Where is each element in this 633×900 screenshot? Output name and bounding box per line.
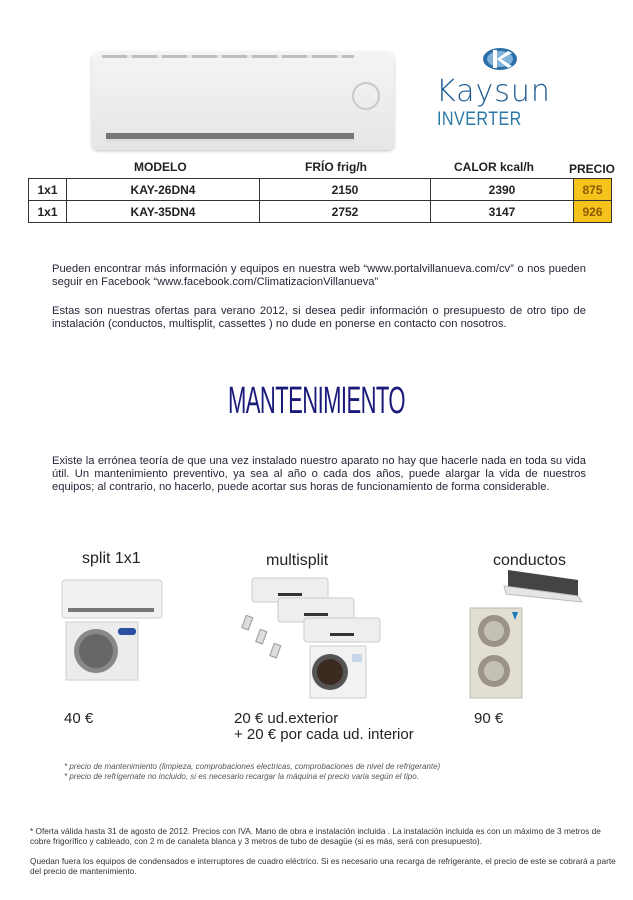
price-multisplit-exterior: 20 € ud.exterior <box>234 710 339 727</box>
category-split: split 1x1 <box>82 550 141 567</box>
category-multisplit: multisplit <box>266 552 329 569</box>
note-maintenance: * precio de mantenimiento (limpieza, comprobaciones electricas, comprobaciones de nivel de refrigerante) <box>64 762 441 771</box>
cell-heat: 3147 <box>431 201 574 223</box>
multisplit-unit-image <box>236 576 396 700</box>
kaysun-emblem-icon <box>482 47 518 71</box>
cell-price: 875 <box>574 179 612 201</box>
cell-price: 926 <box>574 201 612 223</box>
header-model: MODELO <box>134 160 187 174</box>
cell-model: KAY-26DN4 <box>67 179 260 201</box>
ac-vent <box>106 133 354 142</box>
header-heat: CALOR kcal/h <box>454 160 535 174</box>
cell-cold: 2752 <box>260 201 431 223</box>
header-cold: FRÍO frig/h <box>305 160 367 174</box>
brand-subtitle: INVERTER <box>437 109 522 130</box>
note-refrigerant: * precio de refrigernate no incluido, si es necesario recargar la máquina el precio varia según el tipo. <box>64 772 419 781</box>
price-split: 40 € <box>64 710 94 727</box>
table-row <box>29 179 612 201</box>
price-multisplit-interior: + 20 € por cada ud. interior <box>234 726 414 743</box>
price-conductos: 90 € <box>474 710 504 727</box>
air-conditioner-image <box>92 52 394 150</box>
header-price: PRECIO <box>569 162 616 176</box>
brand-name: Kaysun <box>436 74 551 109</box>
spec-table <box>28 178 612 223</box>
table-row <box>29 201 612 223</box>
conductos-unit-image <box>468 568 588 700</box>
maintenance-paragraph: Existe la errónea teoría de que una vez instalado nuestro aparato no hay que hacerle nada en toda su vida útil. Un mantenimiento preventivo, ya sea al año o cada dos años, puede alargar la vida de nuestros equipos; al contrario, no hacerlo, puede acortar sus horas de funcionamiento de forma considerable. <box>52 455 586 493</box>
ac-grille <box>102 55 354 58</box>
ac-emblem-icon <box>352 82 380 110</box>
cell-model: KAY-35DN4 <box>67 201 260 223</box>
footer-exclusions: Quedan fuera los equipos de condensados e interruptores de cuadro eléctrico. Si es necesario una recarga de refrigerante, el precio de este se cobrará a parte del precio de mantenimiento. <box>30 856 616 876</box>
info-paragraph-web: Pueden encontrar más información y equipos en nuestra web “www.portalvillanueva.com/cv” o nos pueden seguir en Facebook “www.facebook.com/ClimatizacionVillanueva” <box>52 263 586 288</box>
split-unit-image <box>60 578 164 682</box>
info-paragraph-offers: Estas son nuestras ofertas para verano 2012, si desea pedir información o presupuesto de otro tipo de instalación (conductos, multisplit, cassettes ) no dude en ponerse en contacto con nosotros. <box>52 305 586 330</box>
footer-offer-terms: * Oferta válida hasta 31 de agosto de 2012. Precios con IVA. Mano de obra e instalación incluida . La instalación incluida es con un máximo de 3 metros de cobre frigorífico y cableado, con 2 m de canaleta blanca y 3 metros de tubo de desagüe (si es más, será con presupuesto). <box>30 826 601 846</box>
cell-cold: 2150 <box>260 179 431 201</box>
maintenance-title: MANTENIMIENTO <box>228 380 405 422</box>
cell-type: 1x1 <box>29 201 67 223</box>
category-conductos: conductos <box>493 552 566 569</box>
cell-type: 1x1 <box>29 179 67 201</box>
cell-heat: 2390 <box>431 179 574 201</box>
